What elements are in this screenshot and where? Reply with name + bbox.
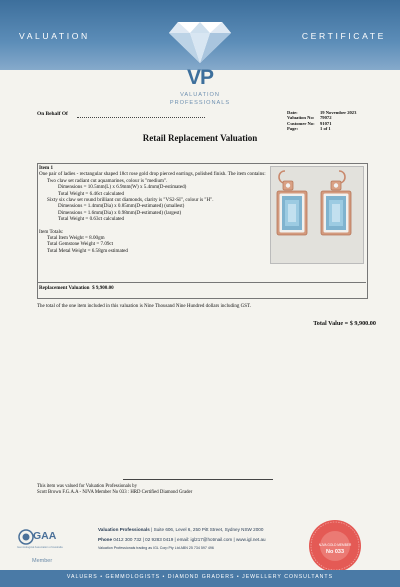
gaa-text: GAA <box>33 530 57 542</box>
document-meta <box>287 110 356 131</box>
valuer-line-2: Scott Brown F.G.A.A - NJVA Member No 033 : HRD Certified Diamond Grader <box>37 490 193 495</box>
item-intro: One pair of ladies - rectangular shaped 18ct rose gold drop pierced earrings, polished finish. The item contains: <box>39 171 266 178</box>
footer-band <box>0 570 400 587</box>
totals-heading: Item Totals: <box>39 228 64 235</box>
document-title: Retail Replacement Valuation <box>142 133 258 143</box>
footer-band-text: VALUERS • GEMMOLOGISTS • DIAMOND GRADERS • JEWELLERY CONSULTANTS <box>66 574 334 580</box>
phone-text: 0412 300 732 | 02 9283 0419 | email: igl217@hotmail.com | www.igl.net.au <box>112 537 266 542</box>
valuer-statement <box>37 484 192 496</box>
vp-logo-text: VP <box>186 66 213 89</box>
meta-row <box>287 126 356 131</box>
header-left-title: VALUATION <box>19 31 90 41</box>
earrings-photo <box>270 166 364 264</box>
seal-line-2: No 033 <box>325 549 345 555</box>
meta-value: 19 November 2023 <box>320 110 357 115</box>
contact-phone <box>98 537 266 542</box>
item-line: Two claw set radiant cut aquamarines, colour is "medium". <box>47 177 168 184</box>
valuation-label: Replacement Valuation <box>39 285 90 291</box>
item-line: Dimensions = 10.5mm(L) x 6.9mm(W) x 5.4mm(D-estimated) <box>58 184 187 191</box>
meta-label: Valuation No: <box>287 115 315 121</box>
item-heading: Item 1 <box>39 165 54 171</box>
item-line: Dimensions = 1.6mm(Dia) x 0.98mm(D-estimated) (largest) <box>58 209 182 216</box>
item-line: Dimensions = 1.4mm(Dia) x 0.85mm(D-estimated) (smallest) <box>58 203 185 210</box>
contact-abn: Valuation Professionals trading as IGL Corp Pty Ltd ABN 25 734 597 496 <box>98 546 214 550</box>
replacement-valuation <box>39 285 114 291</box>
on-behalf-line <box>77 117 205 118</box>
earrings-image-icon <box>271 167 363 263</box>
meta-label: Date: <box>287 110 298 115</box>
total-note: The total of the one item included in this valuation is Nine Thousand Nine Hundred dollars including GST. <box>37 304 251 309</box>
contact-address <box>98 527 263 532</box>
on-behalf-label: On Behalf Of <box>37 111 68 117</box>
header-right-title: CERTIFICATE <box>301 31 386 41</box>
logo-subtitle-2: PROFESSIONALS <box>169 100 231 106</box>
meta-value: 91071 <box>320 120 332 126</box>
valuer-line-1: This item was valued for Valuation Professionals by <box>37 484 137 489</box>
gold-member-seal-icon <box>307 519 363 573</box>
meta-label: Customer No: <box>287 120 315 126</box>
meta-value: 79072 <box>320 115 332 121</box>
valuation-amount: $ 9,900.00 <box>92 285 114 291</box>
totals-line: Total Gemstone Weight = 7.09ct <box>47 241 114 248</box>
seal-line-1: NJVA GOLD MEMBER <box>318 543 352 547</box>
meta-label: Page: <box>287 125 298 131</box>
totals-line: Total Item Weight = 8.00gm <box>47 235 105 242</box>
total-value: Total Value = $ 9,900.00 <box>313 320 376 327</box>
diamond-logo-icon <box>168 20 232 64</box>
item-line: Total Weight = 0.63ct calculated <box>58 216 125 223</box>
item-line: Total Weight = 6.46ct calculated <box>58 190 125 197</box>
phone-label: Phone <box>98 537 113 542</box>
item-description <box>39 165 274 254</box>
header-band <box>0 0 400 70</box>
gaa-member-label: Member <box>32 558 53 564</box>
address-text: | Suite 606, Level 6, 250 Pitt Street, Sydney NSW 2000 <box>149 527 264 532</box>
signature-line <box>123 479 273 480</box>
logo-subtitle-1: VALUATION <box>180 92 220 98</box>
item-box-divider <box>37 282 366 283</box>
meta-value: 1 of 1 <box>320 125 331 131</box>
item-line: Sixty six claw set round brilliant cut diamonds, clarity is "VS2-SI", colour is "H". <box>47 197 214 204</box>
gaa-subtitle: Gemmological Association of Australia <box>17 546 63 549</box>
company-name: Valuation Professionals <box>98 527 150 532</box>
totals-line: Total Metal Weight = 6.58gm estimated <box>47 247 128 254</box>
